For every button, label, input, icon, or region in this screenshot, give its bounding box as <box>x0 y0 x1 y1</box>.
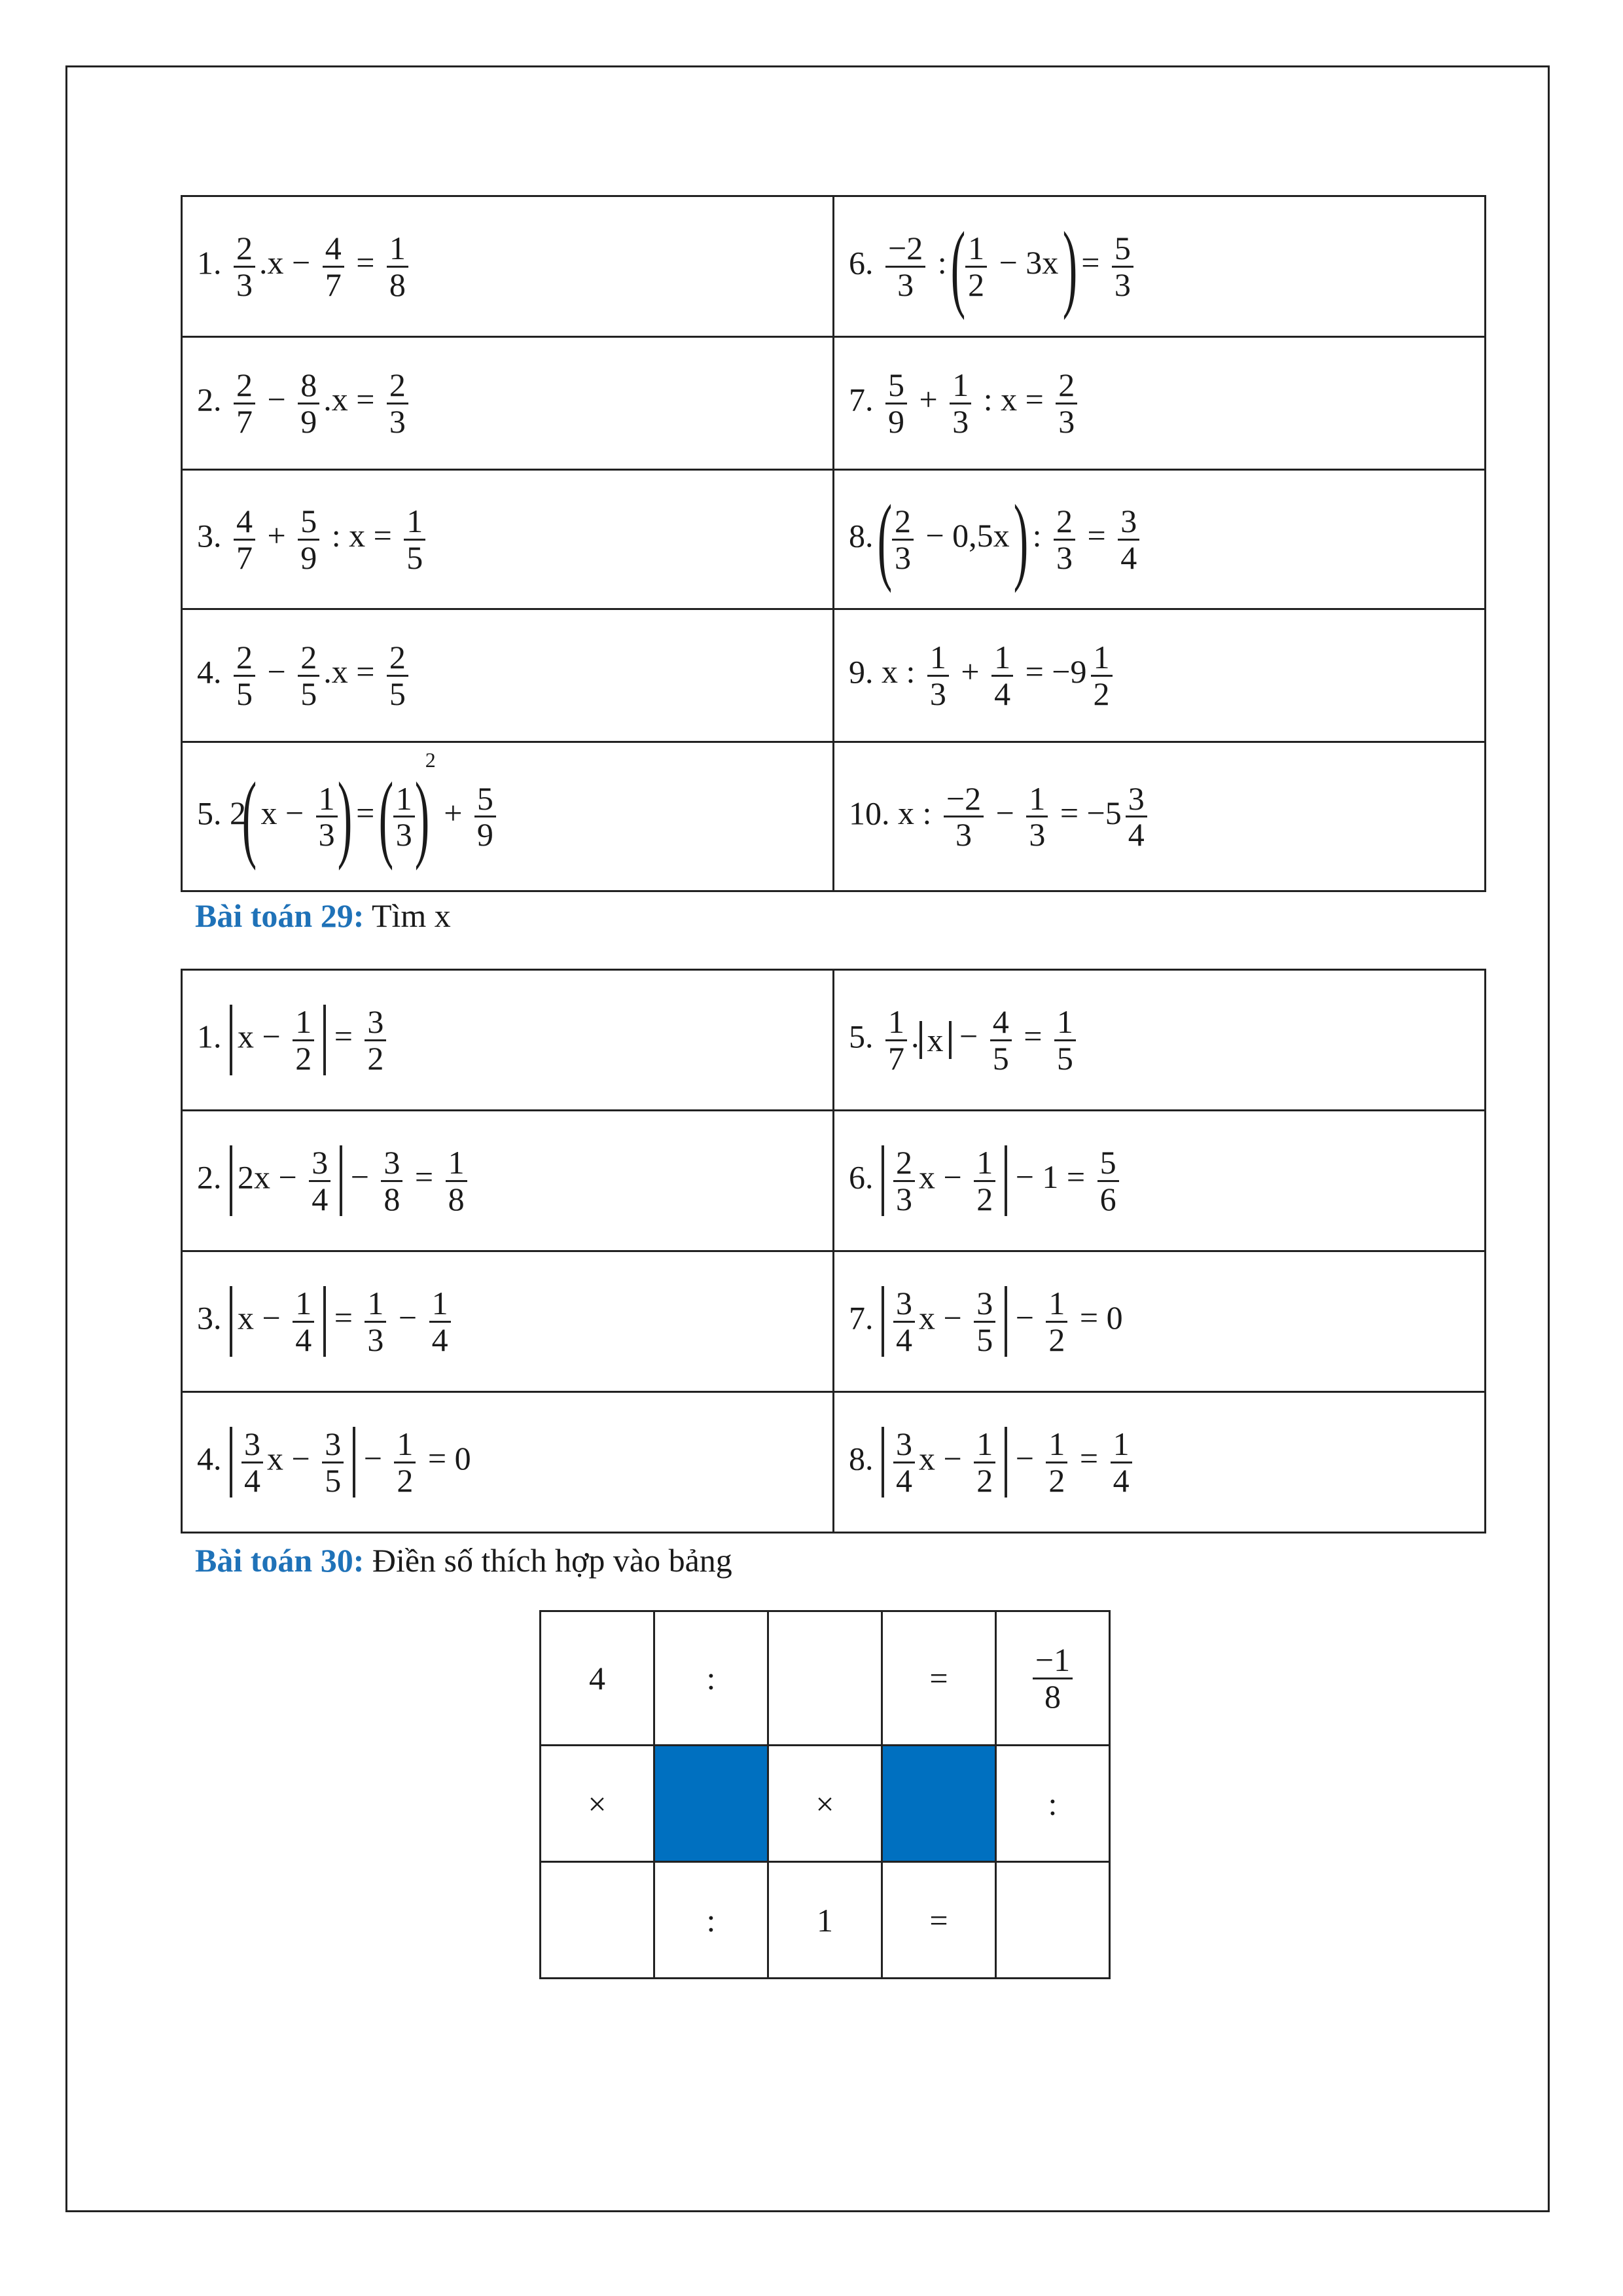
exercise-number: 5. <box>197 794 230 831</box>
fill-in-grid <box>539 1610 1111 1979</box>
grid-cell: : <box>654 1862 768 1979</box>
grid-cell <box>882 1746 996 1862</box>
grid-row <box>541 1611 1110 1746</box>
grid-cell: × <box>541 1746 654 1862</box>
exercise-number: 5. <box>849 1018 882 1055</box>
exercise-number: 4. <box>197 653 230 691</box>
exercise-number: 2. <box>197 381 230 418</box>
exercise-cell <box>834 609 1486 742</box>
equation: $\frac{2}{5}$ − $\frac{2}{5}$ .x = $\frac{2}{5}$ <box>230 653 412 690</box>
heading-label: Bài toán 30: <box>195 1542 365 1579</box>
exercise-cell <box>182 1251 834 1392</box>
table-row <box>182 742 1486 891</box>
exercise-cell <box>834 742 1486 891</box>
exercise-cell <box>182 196 834 337</box>
grid-cell <box>654 1746 768 1862</box>
exercise-cell <box>834 970 1486 1111</box>
equation: $\frac{1}{7}$ . x − $\frac{4}{5}$ = $\frac{1}{5}$ <box>882 1018 1080 1054</box>
heading-text: Điền số thích hợp vào bảng <box>364 1542 732 1579</box>
equation: 2( x − $\frac{1}{3}$ ) = ( $\frac{1}{3}$ )$^2$ + $\frac{5}{9}$ <box>230 795 500 831</box>
table-row <box>182 1251 1486 1392</box>
table-row <box>182 1111 1486 1251</box>
grid-cell[interactable] <box>768 1611 882 1746</box>
exercise-number: 8. <box>849 1440 882 1477</box>
exercise-number: 1. <box>197 1018 230 1055</box>
equation: x : $\frac{1}{3}$ + $\frac{1}{4}$ = −9 $\frac{1}{2}$ <box>882 653 1116 690</box>
exercise-number: 8. <box>849 517 882 554</box>
exercise-cell <box>182 970 834 1111</box>
exercise-cell <box>834 470 1486 609</box>
grid-cell: : <box>654 1611 768 1746</box>
table-row <box>182 1392 1486 1533</box>
equation: $\frac{5}{9}$ + $\frac{1}{3}$ : x = $\frac{2}{3}$ <box>882 381 1081 418</box>
heading-problem-29 <box>195 897 451 935</box>
exercise-table-28 <box>181 195 1486 892</box>
exercise-cell <box>182 470 834 609</box>
exercise-cell <box>834 196 1486 337</box>
grid-row <box>541 1746 1110 1862</box>
equation: x − $\frac{1}{4}$ = $\frac{1}{3}$ − $\frac{1}{4}$ <box>230 1299 455 1336</box>
table-row <box>182 609 1486 742</box>
exercise-number: 2. <box>197 1158 230 1196</box>
table-row <box>182 196 1486 337</box>
equation: $\frac{3}{4}$ x − $\frac{3}{5}$ − $\frac{1}{2}$ = 0 <box>230 1440 471 1477</box>
exercise-number: 10. <box>849 794 898 831</box>
exercise-number: 6. <box>849 244 882 281</box>
table-row <box>182 970 1486 1111</box>
grid-cell: : <box>996 1746 1110 1862</box>
exercise-number: 7. <box>849 381 882 418</box>
grid-cell: 1 <box>768 1862 882 1979</box>
equation: $\frac{2}{3}$ x − $\frac{1}{2}$ − 1 = $\frac{5}{6}$ <box>882 1158 1123 1195</box>
exercise-number: 7. <box>849 1299 882 1336</box>
grid-cell: $\frac{-1}{8}$ <box>996 1611 1110 1746</box>
exercise-table-29 <box>181 969 1486 1534</box>
heading-problem-30 <box>195 1541 732 1579</box>
equation: $\frac{2}{7}$ − $\frac{8}{9}$ .x = $\frac{2}{3}$ <box>230 381 412 418</box>
exercise-number: 4. <box>197 1440 230 1477</box>
exercise-number: 9. <box>849 653 882 691</box>
heading-label: Bài toán 29: <box>195 897 365 934</box>
grid-cell: = <box>882 1611 996 1746</box>
equation: x − $\frac{1}{2}$ = $\frac{3}{2}$ <box>230 1018 390 1054</box>
exercise-number: 3. <box>197 1299 230 1336</box>
exercise-cell <box>834 337 1486 470</box>
equation: $\frac{-2}{3}$ : ( $\frac{1}{2}$ − 3x ) = $\frac{5}{3}$ <box>882 244 1137 281</box>
grid-cell: 4 <box>541 1611 654 1746</box>
exercise-number: 6. <box>849 1158 882 1196</box>
grid-cell[interactable] <box>996 1862 1110 1979</box>
exercise-cell <box>834 1392 1486 1533</box>
equation: $\frac{2}{3}$ .x − $\frac{4}{7}$ = $\frac{1}{8}$ <box>230 244 412 281</box>
grid-cell[interactable] <box>541 1862 654 1979</box>
equation: x : $\frac{-2}{3}$ − $\frac{1}{3}$ = −5 $\frac{3}{4}$ <box>898 795 1151 831</box>
equation: ( $\frac{2}{3}$ − 0,5x ) : $\frac{2}{3}$ = $\frac{3}{4}$ <box>882 517 1143 554</box>
heading-text: Tìm x <box>364 897 451 934</box>
table-row <box>182 337 1486 470</box>
exercise-number: 1. <box>197 244 230 281</box>
equation: $\frac{3}{4}$ x − $\frac{3}{5}$ − $\frac{1}{2}$ = 0 <box>882 1299 1123 1336</box>
equation: $\frac{4}{7}$ + $\frac{5}{9}$ : x = $\frac{1}{5}$ <box>230 517 429 554</box>
equation: 2x − $\frac{3}{4}$ − $\frac{3}{8}$ = $\frac{1}{8}$ <box>230 1158 471 1195</box>
table-row <box>182 470 1486 609</box>
exercise-cell <box>182 337 834 470</box>
exercise-cell <box>182 1111 834 1251</box>
equation: $\frac{3}{4}$ x − $\frac{1}{2}$ − $\frac{1}{2}$ = $\frac{1}{4}$ <box>882 1440 1136 1477</box>
exercise-cell <box>182 609 834 742</box>
exercise-cell <box>182 742 834 891</box>
exercise-cell <box>834 1251 1486 1392</box>
exercise-number: 3. <box>197 517 230 554</box>
exercise-cell <box>834 1111 1486 1251</box>
grid-cell: × <box>768 1746 882 1862</box>
grid-cell: = <box>882 1862 996 1979</box>
exercise-cell <box>182 1392 834 1533</box>
grid-row <box>541 1862 1110 1979</box>
